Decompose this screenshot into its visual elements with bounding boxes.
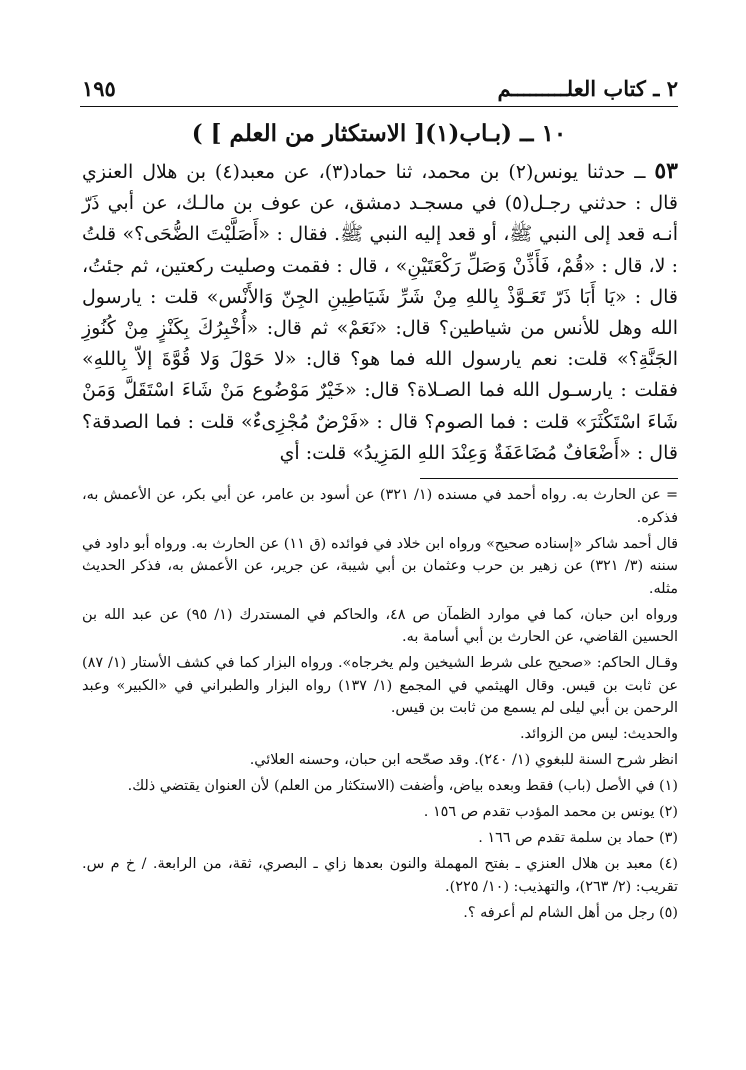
footnote-divider — [420, 478, 678, 479]
hadith-line: مُجْزِىءٌ» قلت : فما الصدقة؟ قال : «أَضْعَافٌ مُضَاعَفَةٌ وَعِنْدَ اللهِ المَزِيدُ» قلت: أي — [82, 410, 678, 464]
hadith-text — [82, 156, 678, 469]
footnotes — [82, 484, 678, 928]
note-paragraph: وقـال الحاكم: «صحيح على شرط الشيخين ولم يخرجاه». ورواه البزار كما في كشف الأستار (١/ ٨٧) عن ثابت بن قيس. وقال الهيثمي في المجمع (١/ ١٣٧) رواه البزار والطبراني في «الكبير» وعبد الرحمن بن أبي ليلى لم يسمع من ثابت بن قيس. — [82, 655, 678, 716]
running-title: ٢ ـ كتاب العلـــــــــم — [497, 76, 678, 101]
footnote-2: (٢) يونس بن محمد المؤدب تقدم ص ١٥٦ . — [423, 804, 678, 820]
footnote-1: (١) في الأصل (باب) فقط وبعده بياض، وأضفت (الاستكثار من العلم) لأن العنوان يقتضي ذلك. — [127, 778, 678, 794]
note-paragraph: ورواه ابن حبان، كما في موارد الظمآن ص ٤٨، والحاكم في المستدرك (١/ ٩٥) عن عبد الله بن الحسين القاضي، عن الحارث بن أبي أسامة به. — [82, 606, 678, 645]
hadith-line: «خَيْرٌ مَوْضُوع مَنْ شَاءَ اسْتَقَلَّ وَمَنْ شَاءَ اسْتَكْثَرَ» قلت : فما الصوم؟ قال : «فَرْضٌ — [82, 379, 678, 433]
footnote-5: (٥) رجل من أهل الشام لم أعرفه ؟. — [463, 904, 678, 921]
hadith-number: ٥٣ — [654, 158, 678, 184]
footnote-3: (٣) حماد بن سلمة تقدم ص ١٦٦ . — [478, 830, 678, 846]
note-paragraph: انظر شرح السنة للبغوي (١/ ٢٤٠). وقد صحّحه ابن حبان، وحسنه العلائي. — [249, 752, 678, 768]
hadith-line: فما هو؟ قال: «لا حَوْلَ وَلا قُوَّةَ إلاّ بِاللهِ» فقلت : يارسـول الله فما الصـلاة؟ قال: — [82, 348, 678, 402]
note-paragraph: والحديث: ليس من الزوائد. — [519, 726, 678, 742]
hadith-line: حدثني رجـل(٥) في مسجـد دمشق، عن عوف بن مالـك، عن أبي ذَرّ أنـه قعد إلى — [82, 192, 678, 246]
footnote-4: (٤) معبد بن هلال العنزي ـ بفتح المهملة والنون بعدها زاي ـ البصري، ثقة، من الرابعة. / خ م س. تقريب: (٢/ ٢٦٣)، والتهذيب: (١٠/ ٢٢٥). — [82, 856, 678, 895]
hadith-line: ذَرّ تَعَـوَّذْ بِاللهِ مِنْ شَرِّ شَيَاطِينِ الجِنّ وَالأَنْس» قلت : يارسول الله وهل للأنس من — [82, 285, 678, 340]
hadith-line: النبي ﷺ، أو قعد إليه النبي ﷺ. فقال : «أَصَلَّيْتَ الضُّحَى؟» قلتُ : لا، قال : — [82, 223, 678, 277]
hadith-line: «قُمْ، فَأَذِّنْ وَصَلِّ رَكْعَتَيْنِ» ، قال : فقمت وصليت ركعتين، ثم جئتُ، قال : «يَا أَبَا — [82, 254, 678, 308]
page-number: ١٩٥ — [82, 76, 116, 101]
hadith-line: شياطين؟ قال: «نَعَمْ» ثم قال: «أُخْبِرُكَ بِكَنْزٍ مِنْ كُنُوزِ الجَنَّةِ؟» قلت: نعم يارسول الله — [82, 317, 678, 371]
note-paragraph: قال أحمد شاكر «إسناده صحيح» ورواه ابن خلاد في فوائده (ق ١١) عن الحارث به. ورواه أبو داود في سننه (٣/ ٣٢١) عن زهير بن حرب وعثمان بن أبي شيبة، عن جرير، عن الأعمش به، فذكر الحديث مثله. — [82, 535, 678, 597]
hadith-line: ــ حدثنا يونس(٢) بن محمد، ثنا حماد(٣)، عن معبد(٤) بن هلال العنزي قال : — [82, 161, 678, 215]
chapter-heading: ١٠ ــ (بـاب(١)[ الاستكثار من العلم ] ) — [191, 120, 567, 147]
note-paragraph: = عن الحارث به. رواه أحمد في مسنده (١/ ٣٢١) عن أسود بن عامر، عن أبي بكر، عن الأعمش به، فذكره. — [82, 487, 678, 526]
page-header — [80, 74, 678, 107]
